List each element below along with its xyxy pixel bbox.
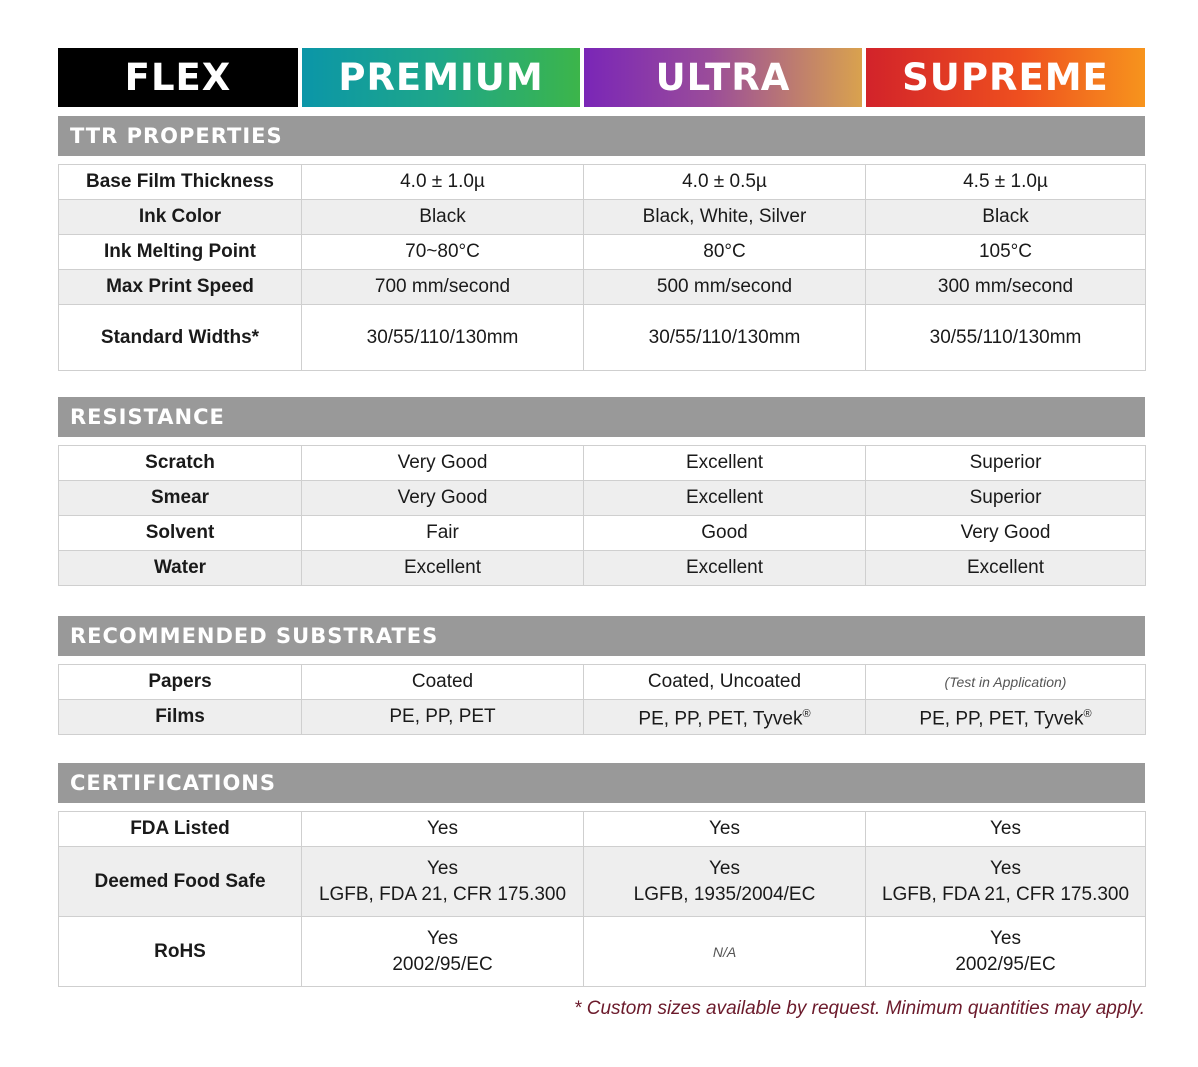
cell-supreme: 105°C [866, 235, 1146, 270]
cell-premium: 700 mm/second [302, 270, 584, 305]
cell-ultra: Excellent [584, 551, 866, 586]
cell-supreme: Superior [866, 446, 1146, 481]
cell-supreme [866, 700, 1146, 735]
cell-premium: Fair [302, 516, 584, 551]
table-row [59, 200, 1146, 235]
product-header-row [58, 48, 1145, 107]
cell-supreme: 4.5 ± 1.0µ [866, 165, 1146, 200]
cell-premium: Black [302, 200, 584, 235]
cell-ultra [584, 847, 866, 917]
cell-line: Yes [990, 927, 1021, 949]
cell-ultra: Good [584, 516, 866, 551]
cell-ultra: Yes [584, 812, 866, 847]
cell-supreme: Yes [866, 812, 1146, 847]
cell-premium: Coated [302, 665, 584, 700]
footnote: * Custom sizes available by request. Minimum quantities may apply. [574, 998, 1145, 1019]
cell-ultra: 4.0 ± 0.5µ [584, 165, 866, 200]
section-ttr-properties: TTR PROPERTIES [58, 116, 1145, 156]
cell-premium: Very Good [302, 481, 584, 516]
table-row [59, 847, 1146, 917]
comparison-sheet [58, 48, 1145, 987]
cell-ultra: Excellent [584, 481, 866, 516]
table-row [59, 446, 1146, 481]
cell-supreme: Very Good [866, 516, 1146, 551]
row-label: Base Film Thickness [59, 165, 302, 200]
not-applicable-note: N/A [712, 943, 737, 960]
row-label: Deemed Food Safe [59, 847, 302, 917]
table-ttr-properties [58, 164, 1146, 371]
row-label: Ink Melting Point [59, 235, 302, 270]
table-row [59, 270, 1146, 305]
cell-ultra: 30/55/110/130mm [584, 305, 866, 371]
cell-line: LGFB, FDA 21, CFR 175.300 [318, 883, 567, 905]
header-supreme: SUPREME [866, 48, 1145, 107]
registered-mark: ® [802, 708, 811, 721]
cell-premium: 70~80°C [302, 235, 584, 270]
cell-line: LGFB, FDA 21, CFR 175.300 [881, 883, 1130, 905]
row-label: Ink Color [59, 200, 302, 235]
row-label: FDA Listed [59, 812, 302, 847]
cell-ultra: Black, White, Silver [584, 200, 866, 235]
row-label: RoHS [59, 917, 302, 987]
section-certifications: CERTIFICATIONS [58, 763, 1145, 803]
table-certifications [58, 811, 1146, 987]
cell-supreme: 30/55/110/130mm [866, 305, 1146, 371]
cell-ultra [584, 917, 866, 987]
header-premium: PREMIUM [302, 48, 580, 107]
row-label: Water [59, 551, 302, 586]
table-row [59, 305, 1146, 371]
cell-premium [302, 847, 584, 917]
cell-supreme [866, 917, 1146, 987]
registered-mark: ® [1083, 708, 1092, 721]
table-substrates [58, 664, 1146, 735]
cell-premium: Very Good [302, 446, 584, 481]
cell-ultra-text: PE, PP, PET, Tyvek [638, 708, 803, 730]
cell-premium: PE, PP, PET [302, 700, 584, 735]
cell-premium: Yes [302, 812, 584, 847]
cell-supreme: 300 mm/second [866, 270, 1146, 305]
cell-supreme: Black [866, 200, 1146, 235]
cell-ultra: 80°C [584, 235, 866, 270]
cell-supreme [866, 665, 1146, 700]
cell-premium [302, 917, 584, 987]
cell-ultra: Coated, Uncoated [584, 665, 866, 700]
cell-supreme-text: PE, PP, PET, Tyvek [919, 708, 1084, 730]
header-flex: FLEX [58, 48, 298, 107]
table-row [59, 917, 1146, 987]
cell-line: LGFB, 1935/2004/EC [633, 883, 816, 905]
section-resistance: RESISTANCE [58, 397, 1145, 437]
cell-line: 2002/95/EC [392, 953, 493, 975]
table-resistance [58, 445, 1146, 586]
cell-line: Yes [709, 857, 740, 879]
row-label: Solvent [59, 516, 302, 551]
cell-line: Yes [427, 927, 458, 949]
row-label: Max Print Speed [59, 270, 302, 305]
cell-ultra: 500 mm/second [584, 270, 866, 305]
table-row [59, 812, 1146, 847]
table-row [59, 481, 1146, 516]
cell-supreme: Excellent [866, 551, 1146, 586]
table-row [59, 165, 1146, 200]
row-label: Scratch [59, 446, 302, 481]
cell-ultra [584, 700, 866, 735]
row-label: Films [59, 700, 302, 735]
row-label: Papers [59, 665, 302, 700]
cell-supreme: Superior [866, 481, 1146, 516]
cell-line: 2002/95/EC [955, 953, 1056, 975]
row-label: Standard Widths* [59, 305, 302, 371]
table-row [59, 516, 1146, 551]
table-row [59, 700, 1146, 735]
cell-line: Yes [990, 857, 1021, 879]
section-recommended-substrates: RECOMMENDED SUBSTRATES [58, 616, 1145, 656]
cell-supreme [866, 847, 1146, 917]
cell-premium: Excellent [302, 551, 584, 586]
cell-premium: 4.0 ± 1.0µ [302, 165, 584, 200]
table-row [59, 551, 1146, 586]
test-in-application-note: (Test in Application) [944, 674, 1067, 690]
table-row [59, 235, 1146, 270]
row-label: Smear [59, 481, 302, 516]
cell-line: Yes [427, 857, 458, 879]
table-row [59, 665, 1146, 700]
cell-premium: 30/55/110/130mm [302, 305, 584, 371]
cell-ultra: Excellent [584, 446, 866, 481]
header-ultra: ULTRA [584, 48, 862, 107]
